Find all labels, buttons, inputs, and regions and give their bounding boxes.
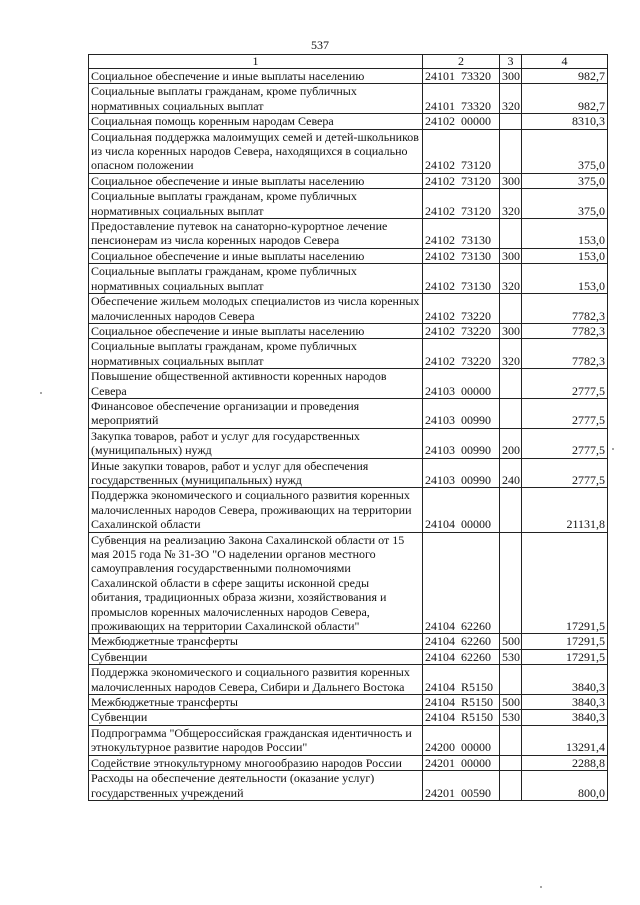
row-name-cell: Предоставление путевок на санаторно-курортное лечение пенсионерам из числа коренных народов Севера	[89, 219, 423, 249]
table-row	[89, 398, 608, 428]
row-name-cell: Финансовое обеспечение организации и проведения мероприятий	[89, 398, 423, 428]
row-amount-cell: 3840,3	[522, 695, 608, 710]
row-type-cell	[500, 771, 522, 801]
row-name-cell: Социальное обеспечение и иные выплаты населению	[89, 248, 423, 263]
row-type-cell: 300	[500, 69, 522, 84]
table-header-row	[89, 55, 608, 69]
row-name-cell: Социальное обеспечение и иные выплаты населению	[89, 69, 423, 84]
row-amount-cell: 2288,8	[522, 755, 608, 770]
row-type-cell: 530	[500, 649, 522, 664]
row-type-cell	[500, 398, 522, 428]
row-code-cell: 24102 73130	[423, 264, 500, 294]
row-amount-cell: 17291,5	[522, 634, 608, 649]
row-amount-cell: 2777,5	[522, 458, 608, 488]
row-name-cell: Повышение общественной активности коренных народов Севера	[89, 369, 423, 399]
row-name-cell: Поддержка экономического и социального развития коренных малочисленных народов Севера, проживающих на территории Сахалинской области	[89, 488, 423, 532]
row-code-cell: 24200 00000	[423, 725, 500, 755]
row-amount-cell: 375,0	[522, 173, 608, 188]
row-type-cell: 320	[500, 264, 522, 294]
row-name-cell: Поддержка экономического и социального развития коренных малочисленных народов Севера, Сибири и Дальнего Востока	[89, 665, 423, 695]
table-row	[89, 488, 608, 532]
row-amount-cell: 982,7	[522, 84, 608, 114]
row-code-cell: 24103 00990	[423, 428, 500, 458]
row-amount-cell: 375,0	[522, 129, 608, 173]
row-code-cell: 24102 73120	[423, 129, 500, 173]
row-code-cell: 24102 73130	[423, 219, 500, 249]
row-type-cell: 300	[500, 248, 522, 263]
row-code-cell: 24103 00990	[423, 458, 500, 488]
row-type-cell	[500, 532, 522, 634]
row-code-cell: 24103 00000	[423, 369, 500, 399]
row-name-cell: Социальная поддержка малоимущих семей и детей-школьников из числа коренных народов Севера, находящихся в социально опасном положении	[89, 129, 423, 173]
table-row	[89, 710, 608, 725]
row-code-cell: 24102 73120	[423, 173, 500, 188]
table-row	[89, 129, 608, 173]
row-type-cell: 300	[500, 323, 522, 338]
row-type-cell: 320	[500, 189, 522, 219]
row-type-cell	[500, 294, 522, 324]
row-code-cell: 24102 00000	[423, 114, 500, 129]
row-amount-cell: 153,0	[522, 248, 608, 263]
row-code-cell: 24102 73130	[423, 248, 500, 263]
row-code-cell: 24104 00000	[423, 488, 500, 532]
row-amount-cell: 2777,5	[522, 369, 608, 399]
row-code-cell: 24104 R5150	[423, 695, 500, 710]
page-number: 537	[311, 38, 329, 52]
scan-speck	[540, 886, 542, 888]
row-name-cell: Социальные выплаты гражданам, кроме публичных нормативных социальных выплат	[89, 264, 423, 294]
row-type-cell	[500, 114, 522, 129]
table-row	[89, 771, 608, 801]
row-amount-cell: 800,0	[522, 771, 608, 801]
row-amount-cell: 21131,8	[522, 488, 608, 532]
row-type-cell: 300	[500, 173, 522, 188]
table-row	[89, 755, 608, 770]
row-amount-cell: 2777,5	[522, 428, 608, 458]
row-type-cell: 320	[500, 339, 522, 369]
table-row	[89, 649, 608, 664]
row-name-cell: Социальные выплаты гражданам, кроме публичных нормативных социальных выплат	[89, 339, 423, 369]
row-type-cell	[500, 219, 522, 249]
table-row	[89, 634, 608, 649]
row-amount-cell: 3840,3	[522, 710, 608, 725]
table-row	[89, 695, 608, 710]
row-code-cell: 24104 62260	[423, 634, 500, 649]
row-code-cell: 24101 73320	[423, 69, 500, 84]
row-type-cell	[500, 369, 522, 399]
scan-speck	[40, 392, 42, 394]
table-row	[89, 294, 608, 324]
table-row	[89, 428, 608, 458]
row-type-cell: 500	[500, 695, 522, 710]
row-code-cell: 24102 73120	[423, 189, 500, 219]
row-code-cell: 24104 R5150	[423, 710, 500, 725]
row-name-cell: Социальное обеспечение и иные выплаты населению	[89, 173, 423, 188]
table-row	[89, 725, 608, 755]
row-name-cell: Межбюджетные трансферты	[89, 634, 423, 649]
row-amount-cell: 7782,3	[522, 294, 608, 324]
row-code-cell: 24104 62260	[423, 649, 500, 664]
table-row	[89, 219, 608, 249]
row-amount-cell: 153,0	[522, 219, 608, 249]
row-name-cell: Подпрограмма "Общероссийская гражданская идентичность и этнокультурное развитие народов России"	[89, 725, 423, 755]
table-row	[89, 264, 608, 294]
row-type-cell: 240	[500, 458, 522, 488]
row-name-cell: Субвенции	[89, 710, 423, 725]
row-amount-cell: 3840,3	[522, 665, 608, 695]
row-amount-cell: 7782,3	[522, 339, 608, 369]
row-name-cell: Содействие этнокультурному многообразию народов России	[89, 755, 423, 770]
table-row	[89, 339, 608, 369]
table-row	[89, 173, 608, 188]
row-type-cell: 500	[500, 634, 522, 649]
row-amount-cell: 153,0	[522, 264, 608, 294]
scan-speck	[612, 448, 614, 450]
row-type-cell	[500, 725, 522, 755]
table-row	[89, 323, 608, 338]
row-type-cell	[500, 129, 522, 173]
table-row	[89, 189, 608, 219]
row-amount-cell: 17291,5	[522, 532, 608, 634]
row-amount-cell: 8310,3	[522, 114, 608, 129]
row-name-cell: Расходы на обеспечение деятельности (оказание услуг) государственных учреждений	[89, 771, 423, 801]
row-type-cell: 320	[500, 84, 522, 114]
table-row	[89, 369, 608, 399]
budget-table	[88, 54, 608, 801]
row-code-cell: 24103 00990	[423, 398, 500, 428]
row-code-cell: 24101 73320	[423, 84, 500, 114]
row-name-cell: Социальные выплаты гражданам, кроме публичных нормативных социальных выплат	[89, 84, 423, 114]
row-code-cell: 24102 73220	[423, 323, 500, 338]
row-name-cell: Субвенции	[89, 649, 423, 664]
row-amount-cell: 375,0	[522, 189, 608, 219]
row-name-cell: Иные закупки товаров, работ и услуг для обеспечения государственных (муниципальных) нужд	[89, 458, 423, 488]
row-type-cell: 200	[500, 428, 522, 458]
table-row	[89, 114, 608, 129]
row-name-cell: Социальное обеспечение и иные выплаты населению	[89, 323, 423, 338]
row-amount-cell: 13291,4	[522, 725, 608, 755]
column-header: 4	[522, 55, 608, 69]
row-type-cell: 530	[500, 710, 522, 725]
row-name-cell: Закупка товаров, работ и услуг для государственных (муниципальных) нужд	[89, 428, 423, 458]
table-row	[89, 69, 608, 84]
row-type-cell	[500, 755, 522, 770]
column-header: 1	[89, 55, 423, 69]
row-code-cell: 24104 62260	[423, 532, 500, 634]
row-code-cell: 24201 00590	[423, 771, 500, 801]
row-name-cell: Межбюджетные трансферты	[89, 695, 423, 710]
table-row	[89, 248, 608, 263]
column-header: 2	[423, 55, 500, 69]
row-code-cell: 24104 R5150	[423, 665, 500, 695]
row-name-cell: Обеспечение жильем молодых специалистов из числа коренных малочисленных народов Севера	[89, 294, 423, 324]
row-name-cell: Субвенция на реализацию Закона Сахалинской области от 15 мая 2015 года № 31-ЗО "О наделении органов местного самоуправления государственными полномочиями Сахалинской области в сфере защиты исконной среды обитания, традиционных образа жизни, хозяйствования и промыслов коренных малочисленных народов Севера, проживающих на территории Сахалинской области"	[89, 532, 423, 634]
table-row	[89, 458, 608, 488]
row-code-cell: 24102 73220	[423, 294, 500, 324]
table-row	[89, 665, 608, 695]
row-amount-cell: 2777,5	[522, 398, 608, 428]
row-code-cell: 24201 00000	[423, 755, 500, 770]
row-amount-cell: 7782,3	[522, 323, 608, 338]
row-amount-cell: 982,7	[522, 69, 608, 84]
row-amount-cell: 17291,5	[522, 649, 608, 664]
row-name-cell: Социальная помощь коренным народам Севера	[89, 114, 423, 129]
column-header: 3	[500, 55, 522, 69]
table-row	[89, 532, 608, 634]
row-name-cell: Социальные выплаты гражданам, кроме публичных нормативных социальных выплат	[89, 189, 423, 219]
row-type-cell	[500, 488, 522, 532]
row-code-cell: 24102 73220	[423, 339, 500, 369]
row-type-cell	[500, 665, 522, 695]
table-row	[89, 84, 608, 114]
